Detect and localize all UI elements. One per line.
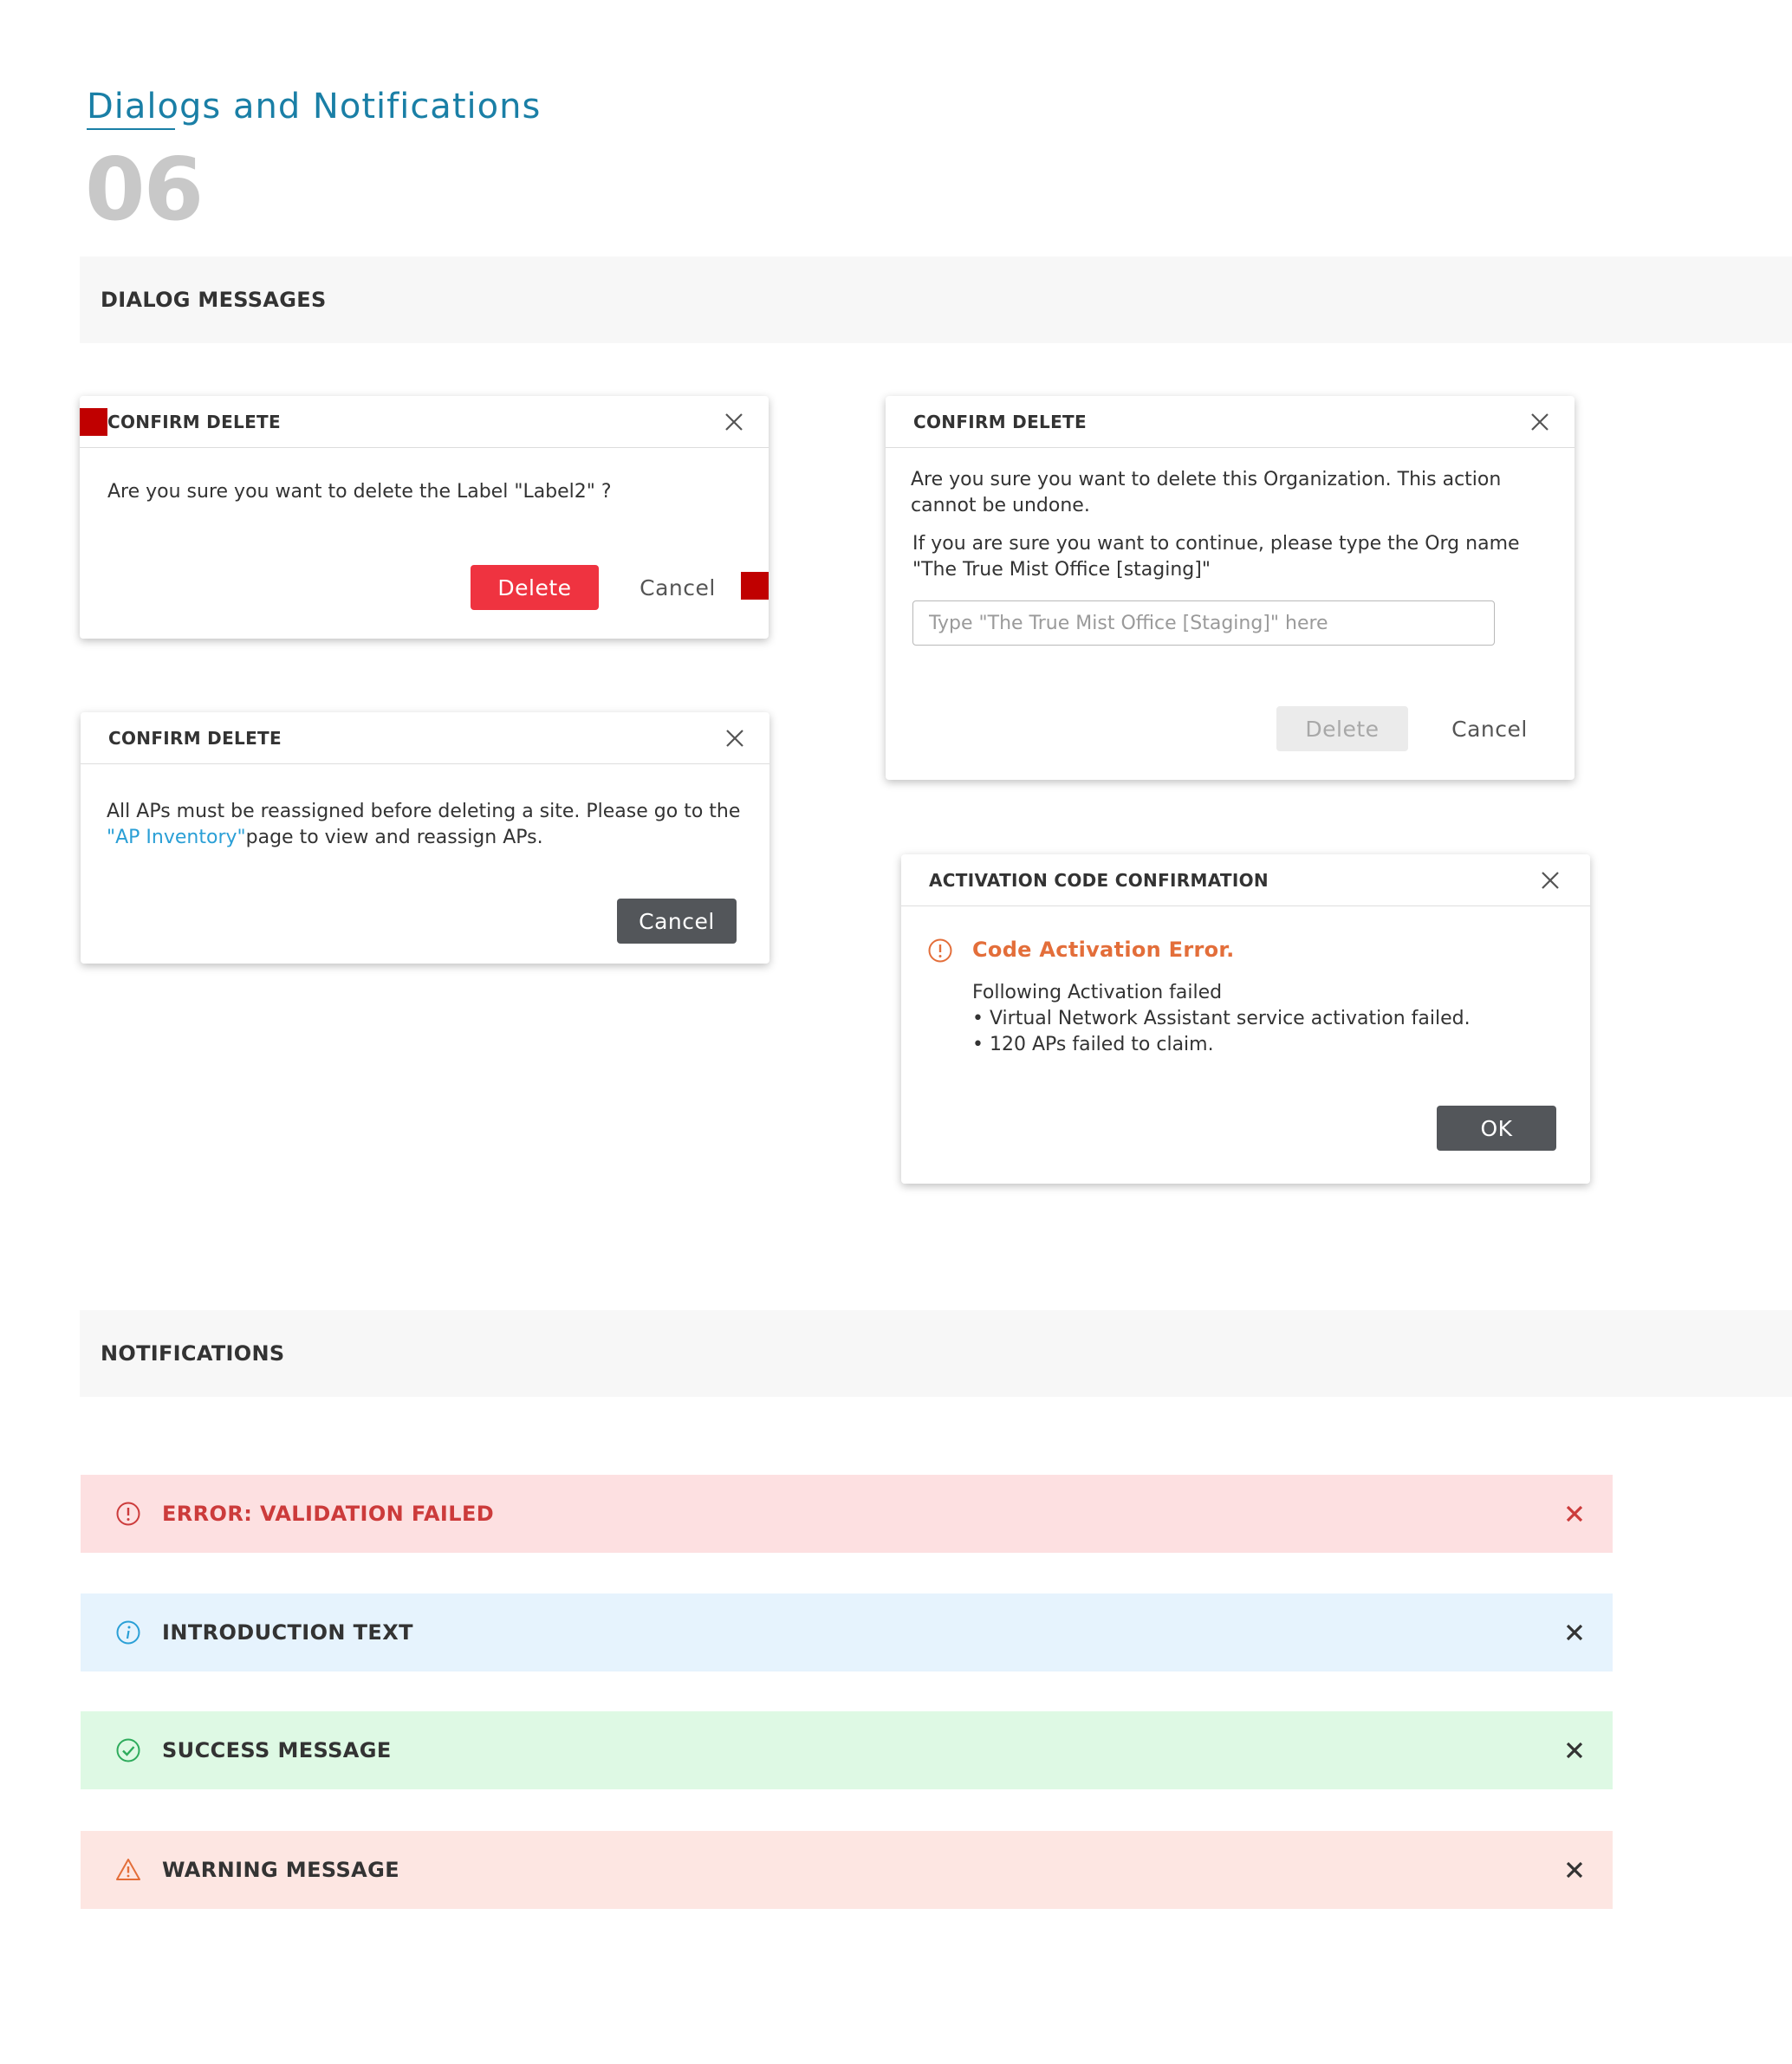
page-title[interactable]: Dialogs and Notifications [87,87,542,127]
section-notifications [80,1310,1792,1397]
annotation-marker [80,408,107,436]
dialog-title: CONFIRM DELETE [913,411,1087,432]
ok-button[interactable]: OK [1437,1106,1556,1151]
message-line-suffix: page to view and reassign APs. [245,827,543,848]
prompt-line: "The True Mist Office [staging]" [912,559,1211,581]
dialog-message [107,799,740,851]
error-title: Code Activation Error. [972,938,1235,962]
dialog-header [81,712,769,764]
dialog-title: CONFIRM DELETE [108,727,282,749]
notification-text: SUCCESS MESSAGE [162,1738,392,1762]
close-icon[interactable] [1529,412,1550,432]
dialog-message [972,980,1471,1058]
dialog-message: Are you sure you want to delete the Label "Label2" ? [107,481,612,503]
delete-button[interactable]: Delete [471,565,599,610]
info-icon [115,1619,141,1645]
cancel-button[interactable]: Cancel [1438,706,1542,751]
check-circle-icon [115,1737,141,1763]
close-icon[interactable] [1564,1860,1585,1880]
message-line [107,825,740,851]
cancel-button[interactable]: Cancel [626,565,730,610]
error-icon [927,938,953,964]
cancel-button[interactable]: Cancel [617,899,737,944]
org-name-input[interactable] [912,600,1495,646]
close-icon[interactable] [1564,1740,1585,1761]
confirm-delete-label-dialog [80,396,769,639]
notification-text: WARNING MESSAGE [162,1858,400,1882]
close-icon[interactable] [724,728,745,749]
dialog-title: CONFIRM DELETE [107,411,281,432]
message-line: Are you sure you want to delete this Organization. This action [911,469,1502,490]
activation-code-dialog [901,854,1590,1184]
warning-icon [115,1857,141,1883]
section-title: DIALOG MESSAGES [101,288,327,312]
close-icon[interactable] [1540,870,1561,891]
close-icon[interactable] [724,412,744,432]
delete-button-disabled[interactable]: Delete [1276,706,1408,751]
dialog-message [911,467,1501,519]
prompt-line: If you are sure you want to continue, please type the Org name [912,533,1520,555]
confirm-delete-org-dialog [886,396,1574,780]
dialog-title: ACTIVATION CODE CONFIRMATION [929,869,1269,891]
error-icon [115,1501,141,1527]
warning-notification [81,1831,1613,1909]
notification-text: INTRODUCTION TEXT [162,1620,413,1645]
error-notification [81,1475,1613,1553]
message-line: • 120 APs failed to claim. [972,1034,1214,1055]
confirm-delete-site-dialog [81,712,769,964]
page-number: 06 [85,139,203,240]
title-underline [87,128,175,130]
message-line: cannot be undone. [911,495,1090,516]
dialog-header [80,396,769,448]
section-title: NOTIFICATIONS [101,1341,285,1366]
section-dialog-messages [80,256,1792,343]
notification-text: ERROR: VALIDATION FAILED [162,1502,495,1526]
dialog-prompt [912,531,1520,583]
message-line: Following Activation failed [972,982,1223,1003]
dialog-header [886,396,1574,448]
close-icon[interactable] [1564,1503,1585,1524]
dialog-header [901,854,1590,906]
info-notification [81,1593,1613,1671]
message-line: • Virtual Network Assistant service activation failed. [972,1008,1471,1029]
message-line: All APs must be reassigned before deleting a site. Please go to the [107,801,741,822]
ap-inventory-link[interactable]: "AP Inventory" [107,827,246,848]
success-notification [81,1711,1613,1789]
annotation-marker [741,572,769,600]
close-icon[interactable] [1564,1622,1585,1643]
